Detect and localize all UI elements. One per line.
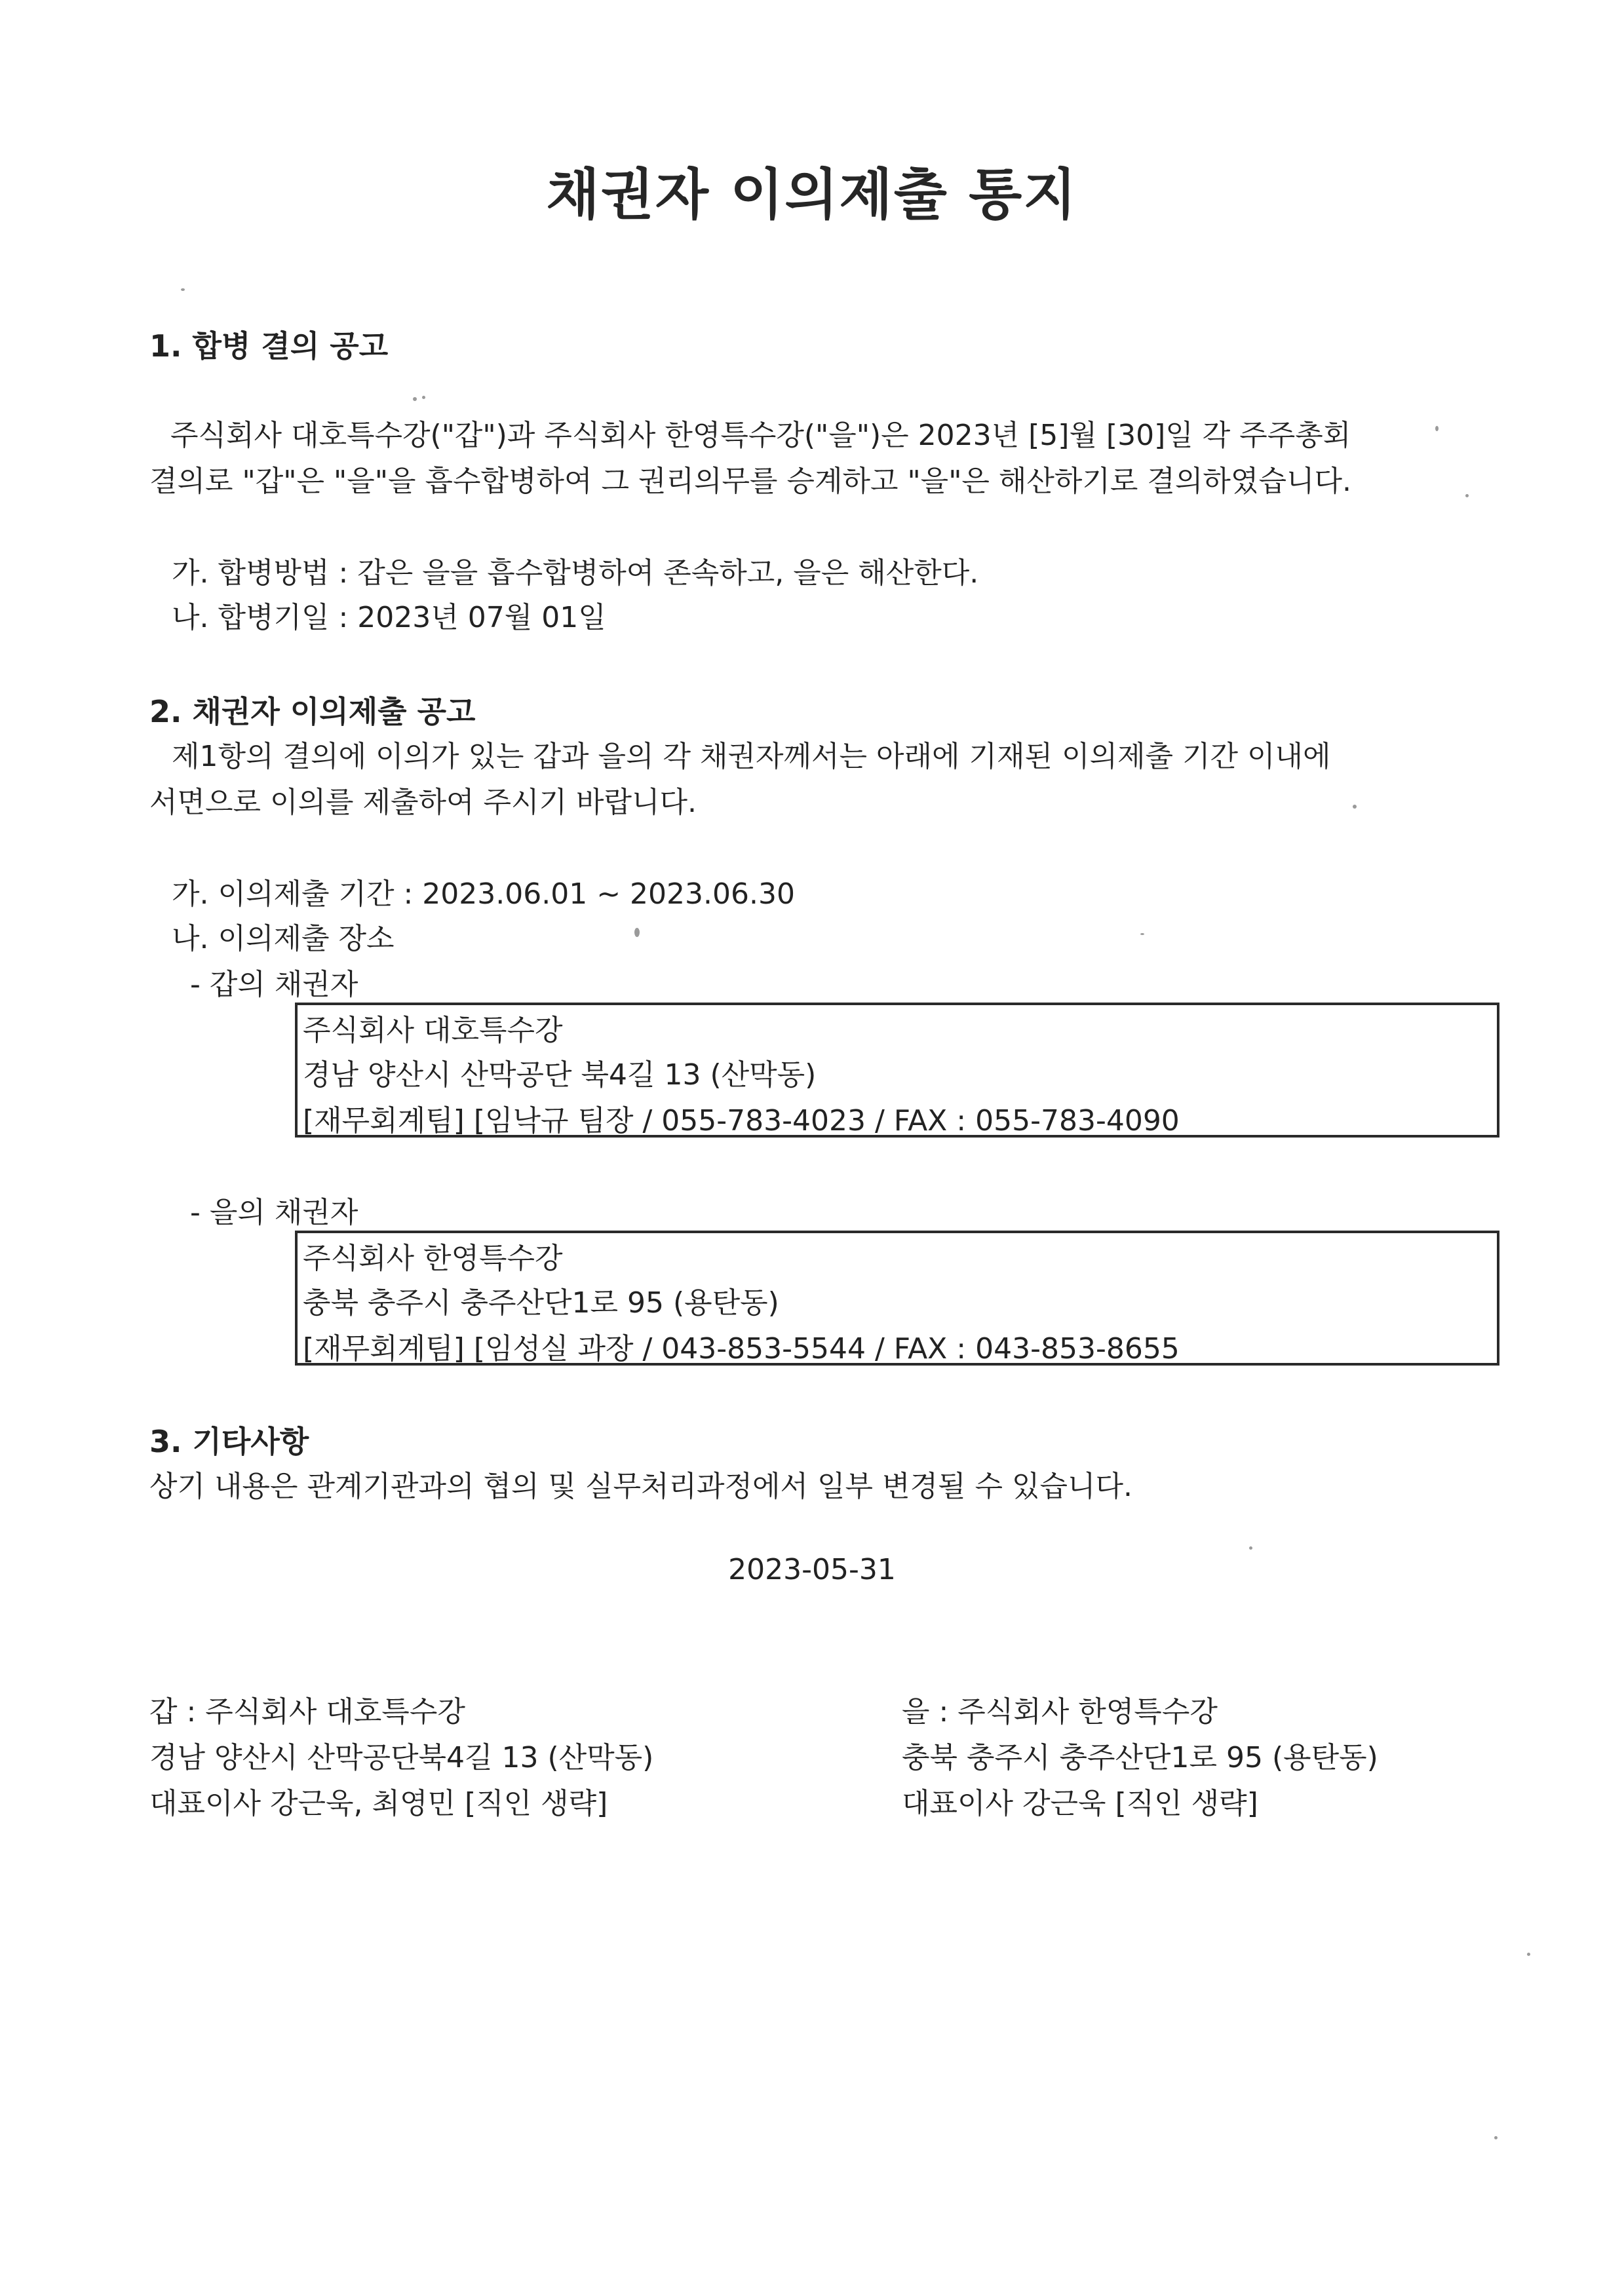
signature-a-line3: 대표이사 강근욱, 최영민 [직인 생략] — [149, 1787, 608, 1820]
section1-paragraph-line2: 결의로 "갑"은 "을"을 흡수합병하여 그 권리의무를 승계하고 "을"은 해산하기로 결의하였습니다. — [149, 465, 1351, 498]
notice-date: 2023-05-31 — [728, 1553, 896, 1586]
section3-heading: 3. 기타사항 — [149, 1424, 309, 1459]
section1-paragraph-line1: 주식회사 대호특수강("갑")과 주식회사 한영특수강("을")은 2023년 [5]월 [30]일 각 주주총회 — [170, 419, 1351, 452]
scan-speck — [1249, 1546, 1252, 1550]
creditor-b-company: 주식회사 한영특수강 — [303, 1242, 563, 1275]
creditor-a-label: - 갑의 채권자 — [190, 968, 358, 1001]
creditor-b-address: 충북 충주시 충주산단1로 95 (용탄동) — [303, 1286, 779, 1320]
merger-date: 나. 합병기일 : 2023년 07월 01일 — [172, 601, 606, 634]
scan-speck — [1353, 805, 1357, 809]
signature-b-line3: 대표이사 강근욱 [직인 생략] — [902, 1787, 1258, 1820]
creditor-b-contact: [재무회계팀] [임성실 과장 / 043-853-5544 / FAX : 043-853-8655 — [303, 1332, 1180, 1366]
objection-place: 나. 이의제출 장소 — [172, 922, 395, 955]
objection-period: 가. 이의제출 기간 : 2023.06.01 ~ 2023.06.30 — [172, 877, 795, 911]
creditor-b-label: - 을의 채권자 — [190, 1196, 358, 1229]
signature-b-line2: 충북 충주시 충주산단1로 95 (용탄동) — [902, 1741, 1378, 1774]
signature-a-line2: 경남 양산시 산막공단북4길 13 (산막동) — [149, 1741, 654, 1774]
creditor-a-address: 경남 양산시 산막공단 북4길 13 (산막동) — [303, 1058, 817, 1092]
scan-speck — [1465, 494, 1469, 497]
document-title: 채권자 이의제출 통지 — [546, 163, 1078, 227]
scan-speck — [1494, 2136, 1498, 2139]
scan-speck — [1435, 426, 1439, 431]
section3-paragraph: 상기 내용은 관계기관과의 협의 및 실무처리과정에서 일부 변경될 수 있습니다. — [149, 1470, 1132, 1503]
creditor-a-company: 주식회사 대호특수강 — [303, 1014, 563, 1047]
creditor-a-contact: [재무회계팀] [임낙규 팀장 / 055-783-4023 / FAX : 055-783-4090 — [303, 1104, 1180, 1138]
merger-method: 가. 합병방법 : 갑은 을을 흡수합병하여 존속하고, 을은 해산한다. — [172, 556, 979, 590]
scan-speck — [634, 928, 640, 937]
section2-paragraph-line2: 서면으로 이의를 제출하여 주시기 바랍니다. — [149, 786, 697, 819]
signature-b-line1: 을 : 주식회사 한영특수강 — [902, 1695, 1218, 1729]
scan-speck — [1140, 933, 1144, 935]
scan-speck — [422, 396, 425, 399]
creditor-a-box — [295, 1003, 1499, 1138]
scan-speck — [413, 397, 417, 401]
scan-speck — [1527, 1953, 1530, 1956]
section2-heading: 2. 채권자 이의제출 공고 — [149, 694, 476, 729]
scan-speck — [181, 288, 185, 291]
section1-heading: 1. 합병 결의 공고 — [149, 328, 389, 364]
creditor-b-box — [295, 1231, 1499, 1366]
signature-a-line1: 갑 : 주식회사 대호특수강 — [149, 1695, 465, 1729]
section2-paragraph-line1: 제1항의 결의에 이의가 있는 갑과 을의 각 채권자께서는 아래에 기재된 이의제출 기간 이내에 — [172, 740, 1331, 773]
